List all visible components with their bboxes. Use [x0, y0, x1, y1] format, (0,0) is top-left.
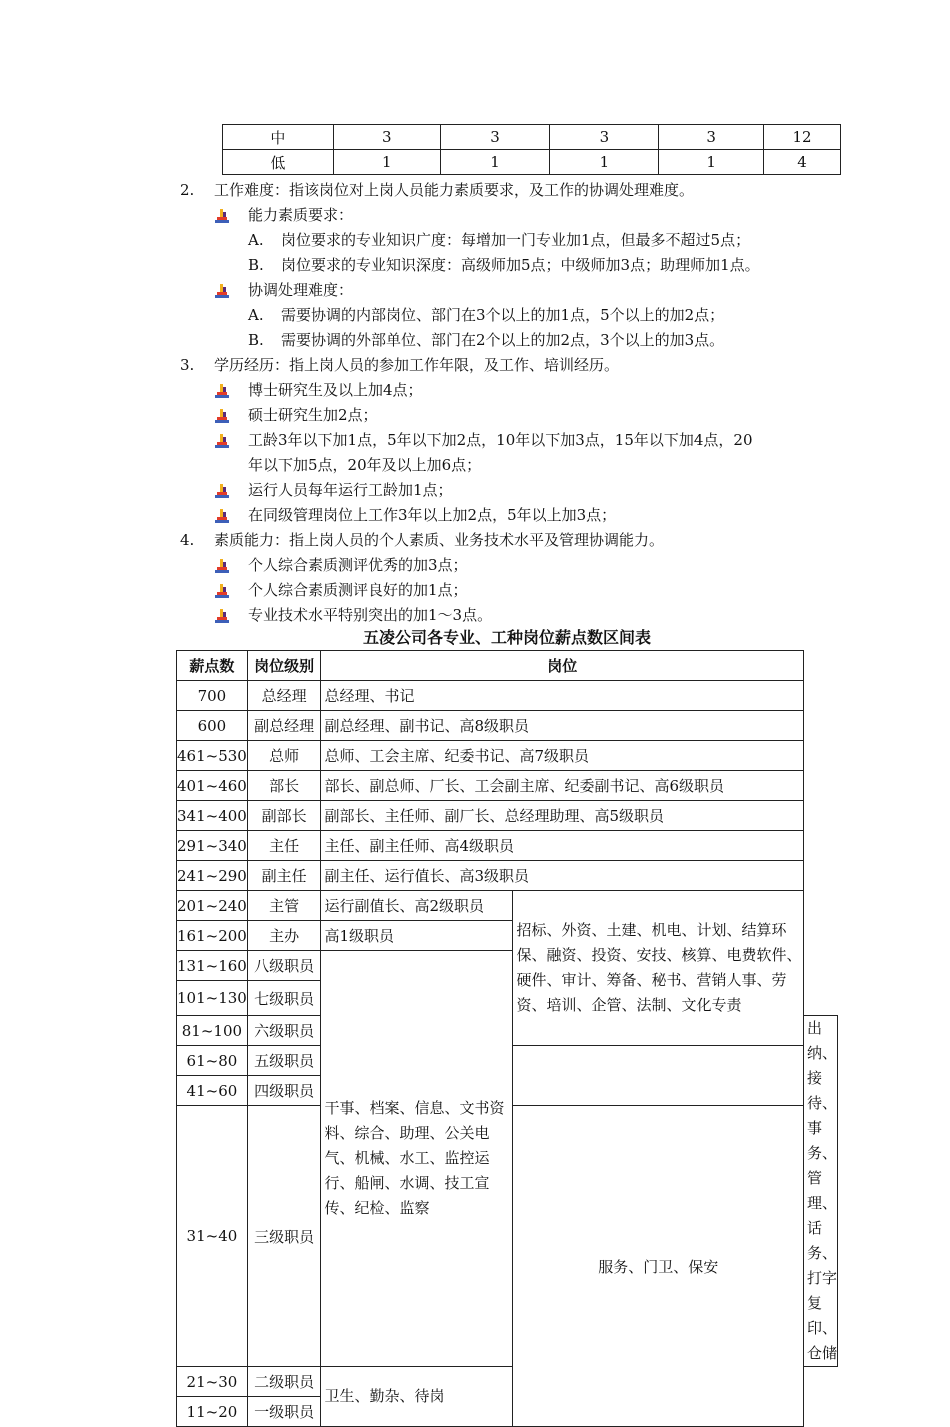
arrow-bullet-icon: [215, 509, 229, 523]
bullet-item: [248, 203, 353, 228]
section-3-heading: [180, 353, 619, 378]
column-header: 薪点数: [177, 651, 248, 681]
points-cell: 600: [177, 711, 248, 741]
level-cell: 三级职员: [247, 1106, 321, 1367]
cell-value: 1: [440, 150, 550, 175]
table-row: [177, 771, 838, 801]
post-cell: 运行副值长、高2级职员: [321, 891, 513, 921]
bullet-text: 个人综合素质测评优秀的加3点；: [248, 556, 468, 574]
bullet-item: [248, 478, 453, 503]
level-cell: 八级职员: [247, 951, 321, 981]
table-row: [177, 861, 838, 891]
section-text: 工作难度：指该岗位对上岗人员能力素质要求，及工作的协调处理难度。: [214, 181, 695, 199]
level-cell: 主任: [247, 831, 321, 861]
points-cell: 81~100: [177, 1016, 248, 1046]
level-cell: 五级职员: [247, 1046, 321, 1076]
bullet-item: [248, 503, 616, 528]
table-row: [223, 150, 841, 175]
arrow-bullet-icon: [215, 484, 229, 498]
table-header-row: [177, 651, 838, 681]
cell-value: 3: [333, 125, 440, 150]
points-cell: 61~80: [177, 1046, 248, 1076]
arrow-bullet-icon: [215, 284, 229, 298]
level-cell: 七级职员: [247, 981, 321, 1016]
level-cell: 一级职员: [247, 1397, 321, 1427]
points-cell: 161~200: [177, 921, 248, 951]
row-label: 低: [223, 150, 334, 175]
points-cell: 461~530: [177, 741, 248, 771]
points-cell: 700: [177, 681, 248, 711]
bullet-text: 运行人员每年运行工龄加1点；: [248, 481, 453, 499]
section-number: 4.: [180, 531, 195, 549]
bullet-continuation: [248, 453, 481, 478]
arrow-bullet-icon: [215, 584, 229, 598]
staff-posts-cell: 干事、档案、信息、文书资料、综合、助理、公关电气、机械、水工、监控运行、船闸、水调、技工宣传、纪检、监察: [321, 951, 513, 1367]
post-cell: 副部长、主任师、副厂长、总经理助理、高5级职员: [321, 801, 804, 831]
points-cell: 401~460: [177, 771, 248, 801]
post-cell: 副主任、运行值长、高3级职员: [321, 861, 804, 891]
bullet-item: [248, 378, 423, 403]
sub-label: A.: [248, 306, 264, 324]
level-cell: 总师: [247, 741, 321, 771]
sub-text: 岗位要求的专业知识深度：高级师加5点；中级师加3点；助理师加1点。: [281, 256, 760, 274]
cell-value: 1: [550, 150, 659, 175]
technical-posts-cell: 招标、外资、土建、机电、计划、结算环保、融资、投资、安技、核算、电费软件、硬件、审计、筹备、秘书、营销人事、劳资、培训、企管、法制、文化专责: [513, 891, 804, 1046]
table-row: [177, 711, 838, 741]
column-header: 岗位: [321, 651, 804, 681]
cell-value: 3: [659, 125, 764, 150]
sub-text: 需要协调的内部岗位、部门在3个以上的加1点，5个以上的加2点；: [281, 306, 725, 324]
arrow-bullet-icon: [215, 434, 229, 448]
sub-item: [248, 253, 760, 278]
sub-label: B.: [248, 331, 264, 349]
level-cell: 副总经理: [247, 711, 321, 741]
bullet-item: [248, 403, 378, 428]
section-4-heading: [180, 528, 664, 553]
bullet-text: 工龄3年以下加1点，5年以下加2点，10年以下加3点，15年以下加4点，20: [248, 431, 753, 449]
bullet-item: [248, 428, 753, 453]
points-cell: 41~60: [177, 1076, 248, 1106]
arrow-bullet-icon: [215, 409, 229, 423]
score-table: [222, 124, 841, 175]
section-2-heading: [180, 178, 694, 203]
cleaning-posts-cell: 卫生、勤杂、待岗: [321, 1367, 513, 1427]
points-cell: 31~40: [177, 1106, 248, 1367]
level-cell: 副部长: [247, 801, 321, 831]
service-posts-cell: 出纳、接待、事务、管理、话务、打字复印、仓储: [804, 1016, 838, 1367]
row-label: 中: [223, 125, 334, 150]
section-number: 2.: [180, 181, 195, 199]
points-cell: 101~130: [177, 981, 248, 1016]
post-cell: 部长、副总师、厂长、工会副主席、纪委副书记、高6级职员: [321, 771, 804, 801]
level-cell: 副主任: [247, 861, 321, 891]
points-cell: 131~160: [177, 951, 248, 981]
level-cell: 四级职员: [247, 1076, 321, 1106]
level-cell: 主办: [247, 921, 321, 951]
bullet-item: [248, 578, 468, 603]
bullet-text: 协调处理难度：: [248, 281, 354, 299]
table-row: [177, 681, 838, 711]
cell-value: 1: [659, 150, 764, 175]
bullet-text: 专业技术水平特别突出的加1～3点。: [248, 606, 493, 624]
bullet-item: [248, 278, 353, 303]
post-cell: 副总经理、副书记、高8级职员: [321, 711, 804, 741]
level-cell: 主管: [247, 891, 321, 921]
sub-text: 需要协调的外部单位、部门在2个以上的加2点，3个以上的加3点。: [281, 331, 725, 349]
bullet-text: 在同级管理岗位上工作3年以上加2点，5年以上加3点；: [248, 506, 617, 524]
table-title: 五凌公司各专业、工种岗位薪点数区间表: [362, 628, 651, 647]
level-cell: 总经理: [247, 681, 321, 711]
sub-label: B.: [248, 256, 264, 274]
bullet-text: 博士研究生及以上加4点；: [248, 381, 423, 399]
bullet-item: [248, 553, 468, 578]
cell-value: 3: [550, 125, 659, 150]
arrow-bullet-icon: [215, 609, 229, 623]
post-cell: 总经理、书记: [321, 681, 804, 711]
cell-total: 12: [764, 125, 841, 150]
post-cell: 主任、副主任师、高4级职员: [321, 831, 804, 861]
cell-value: 3: [440, 125, 550, 150]
table-row: [177, 831, 838, 861]
points-cell: 241~290: [177, 861, 248, 891]
bullet-item: [248, 603, 492, 628]
section-text: 素质能力：指上岗人员的个人素质、业务技术水平及管理协调能力。: [214, 531, 665, 549]
section-number: 3.: [180, 356, 195, 374]
column-header: 岗位级别: [247, 651, 321, 681]
bullet-text: 个人综合素质测评良好的加1点；: [248, 581, 468, 599]
cell-total: 4: [764, 150, 841, 175]
bullet-text: 能力素质要求：: [248, 206, 354, 224]
points-cell: 291~340: [177, 831, 248, 861]
post-cell: 高1级职员: [321, 921, 513, 951]
sub-text: 岗位要求的专业知识广度：每增加一门专业加1点，但最多不超过5点；: [281, 231, 751, 249]
section-text: 学历经历：指上岗人员的参加工作年限，及工作、培训经历。: [214, 356, 620, 374]
level-cell: 六级职员: [247, 1016, 321, 1046]
arrow-bullet-icon: [215, 559, 229, 573]
points-cell: 21~30: [177, 1367, 248, 1397]
sub-label: A.: [248, 231, 264, 249]
table-row: [177, 891, 838, 921]
points-cell: 341~400: [177, 801, 248, 831]
arrow-bullet-icon: [215, 209, 229, 223]
bullet-text: 年以下加5点，20年及以上加6点；: [248, 456, 482, 474]
bullet-text: 硕士研究生加2点；: [248, 406, 378, 424]
table-row: [223, 125, 841, 150]
table-row: [177, 741, 838, 771]
post-cell: 总师、工会主席、纪委书记、高7级职员: [321, 741, 804, 771]
table-row: [177, 801, 838, 831]
sub-item: [248, 328, 724, 353]
points-cell: 201~240: [177, 891, 248, 921]
cell-value: 1: [333, 150, 440, 175]
sub-item: [248, 303, 724, 328]
points-cell: 11~20: [177, 1397, 248, 1427]
arrow-bullet-icon: [215, 384, 229, 398]
security-posts-cell: 服务、门卫、保安: [513, 1106, 804, 1427]
sub-item: [248, 228, 750, 253]
salary-points-table: [176, 650, 838, 1427]
level-cell: 部长: [247, 771, 321, 801]
level-cell: 二级职员: [247, 1367, 321, 1397]
